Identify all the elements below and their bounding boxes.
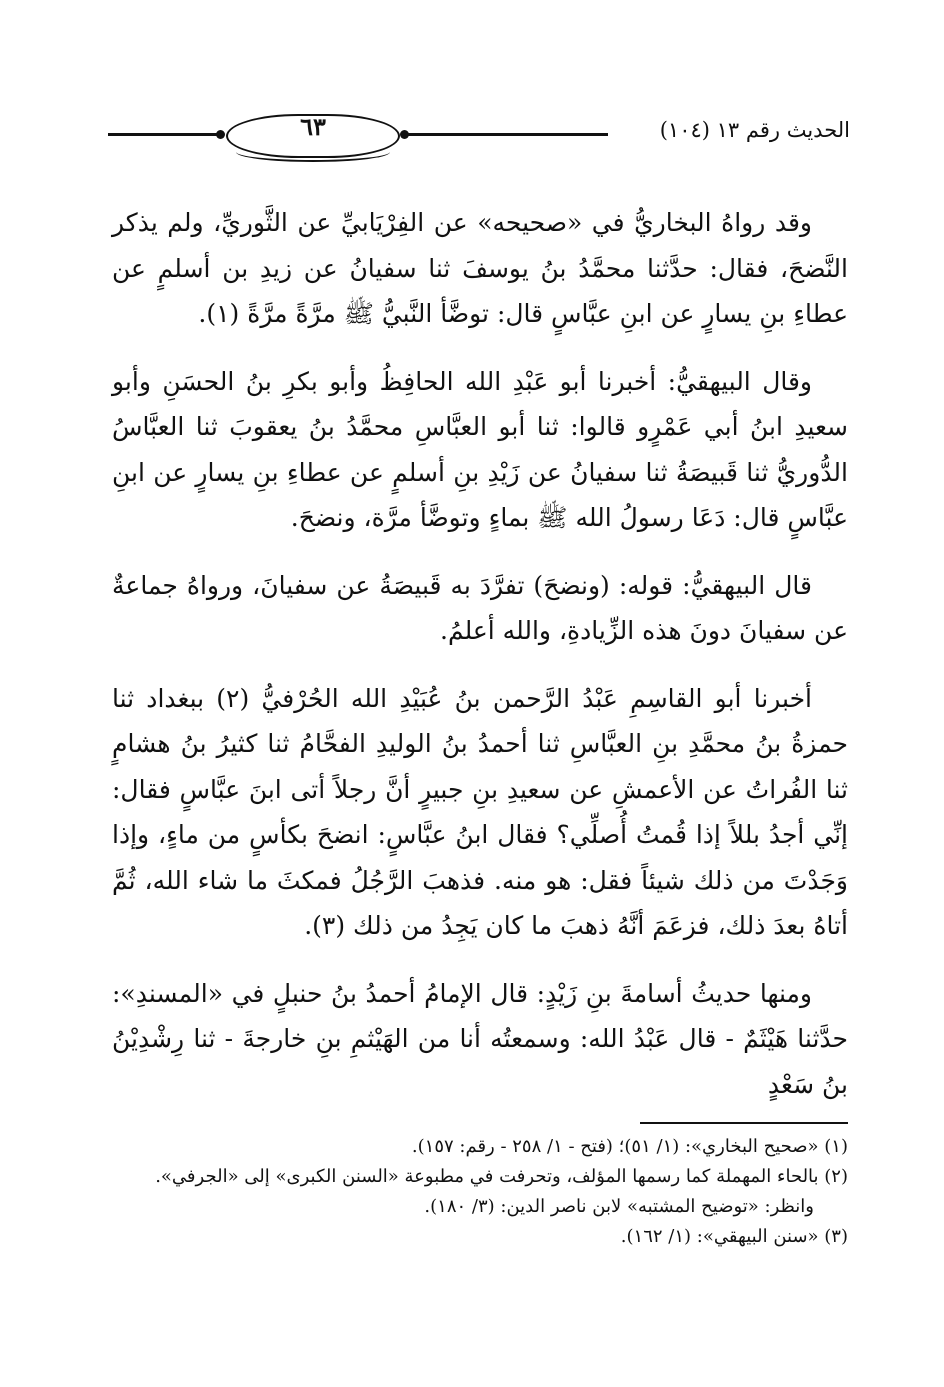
footnote: (٢) بالحاء المهملة كما رسمها المؤلف، وتحرفت في مطبوعة «السنن الكبرى» إلى «الجرفي». xyxy=(155,1166,848,1187)
paragraph: وقال البيهقيُّ: أخبرنا أبو عَبْدِ الله الحافِظُ وأبو بكرِ بنُ الحسَنِ وأبو سعيدِ ابنُ أبي عَمْرٍو قالوا: ثنا أبو العبَّاسِ محمَّدُ بنُ يعقوبَ ثنا العبَّاسُ الدُّوريُّ ثنا قَبيصَةُ ثنا سفيانُ عن زَيْدِ بنِ أسلمٍ عن عطاءِ بنِ يسارٍ عن ابنِ عبَّاسٍ قال: دَعَا رسولُ الله ﷺ بماءٍ وتوضَّأ مرَّة، ونضحَ. xyxy=(112,366,848,532)
running-title: الحديث رقم ١٣ (١٠٤) xyxy=(659,118,850,142)
page-header xyxy=(108,108,850,158)
main-text xyxy=(112,200,848,1107)
paragraph: وقد رواهُ البخاريُّ في «صحيحه» عن الفِرْيَابيِّ عن الثَّوريِّ، ولم يذكر النَّضحَ، فقال: حدَّثنا محمَّدُ بنُ يوسفَ ثنا سفيانُ عن زيدِ بن أسلمٍ عن عطاءِ بنِ يسارٍ عن ابنِ عبَّاسٍ قال: توضَّأ النَّبيُّ ﷺ مرَّةً مرَّةً (١). xyxy=(112,208,848,328)
paragraph: قال البيهقيُّ: قوله: (ونضحَ) تفرَّدَ به قَبيصَةُ عن سفيانَ، ورواهُ جماعةٌ عن سفيانَ دونَ هذه الزِّيادةِ، والله أعلمُ. xyxy=(112,570,848,645)
paragraph: أخبرنا أبو القاسِمِ عَبْدُ الرَّحمن بنُ عُبَيْدِ الله الحُرْفيُّ (٢) ببغداد ثنا حمزةُ بنُ محمَّدِ بنِ العبَّاسِ ثنا أحمدُ بنُ الوليدِ الفحَّامُ ثنا كثيرُ بنُ هشامٍ ثنا الفُراتُ عن الأعمشِ عن سعيدِ بنِ جبيرٍ أنَّ رجلاً أتى ابنَ عبَّاسٍ فقال: إنِّي أجدُ بللاً إذا قُمتُ أُصلِّي؟ فقال ابنُ عبَّاسٍ: انضحَ بكأسٍ من ماءٍ، وإذا وَجَدْتَ من ذلك شيئاً فقل: هو منه. فذهبَ الرَّجُلُ فمكثَ ما شاء الله، ثُمَّ أتاهُ بعدَ ذلك، فزعَمَ أنَّهُ ذهبَ ما كان يَجِدُ من ذلك (٣). xyxy=(112,683,848,940)
footnote-separator xyxy=(640,1122,848,1124)
header-rule-middle xyxy=(408,133,608,136)
footnote: (٣) «سنن البيهقي»: (١/ ١٦٢). xyxy=(620,1226,848,1247)
footnote: (١) «صحيح البخاري»: (١/ ٥١)؛ (فتح - ١/ ٢٥٨ - رقم: ١٥٧). xyxy=(411,1136,848,1157)
footnote-continuation: وانظر: «توضيح المشتبه» لابن ناصر الدين: (٣/ ١٨٠). xyxy=(424,1196,814,1217)
paragraph: ومنها حديثُ أسامةَ بنِ زَيْدٍ: قال الإمامُ أحمدُ بنُ حنبلٍ في «المسندِ»: حدَّثنا هَيْثَمٌ - قال عَبْدُ الله: وسمعتُه أنا من الهَيْثمِ بنِ خارجةَ - ثنا رِشْدِيْنُ بنُ سَعْدٍ xyxy=(112,978,848,1099)
header-rule-left xyxy=(108,133,220,136)
footnotes xyxy=(112,1132,848,1252)
header-ornament-dot xyxy=(216,130,225,139)
page-number: ٦٣ xyxy=(300,112,326,141)
